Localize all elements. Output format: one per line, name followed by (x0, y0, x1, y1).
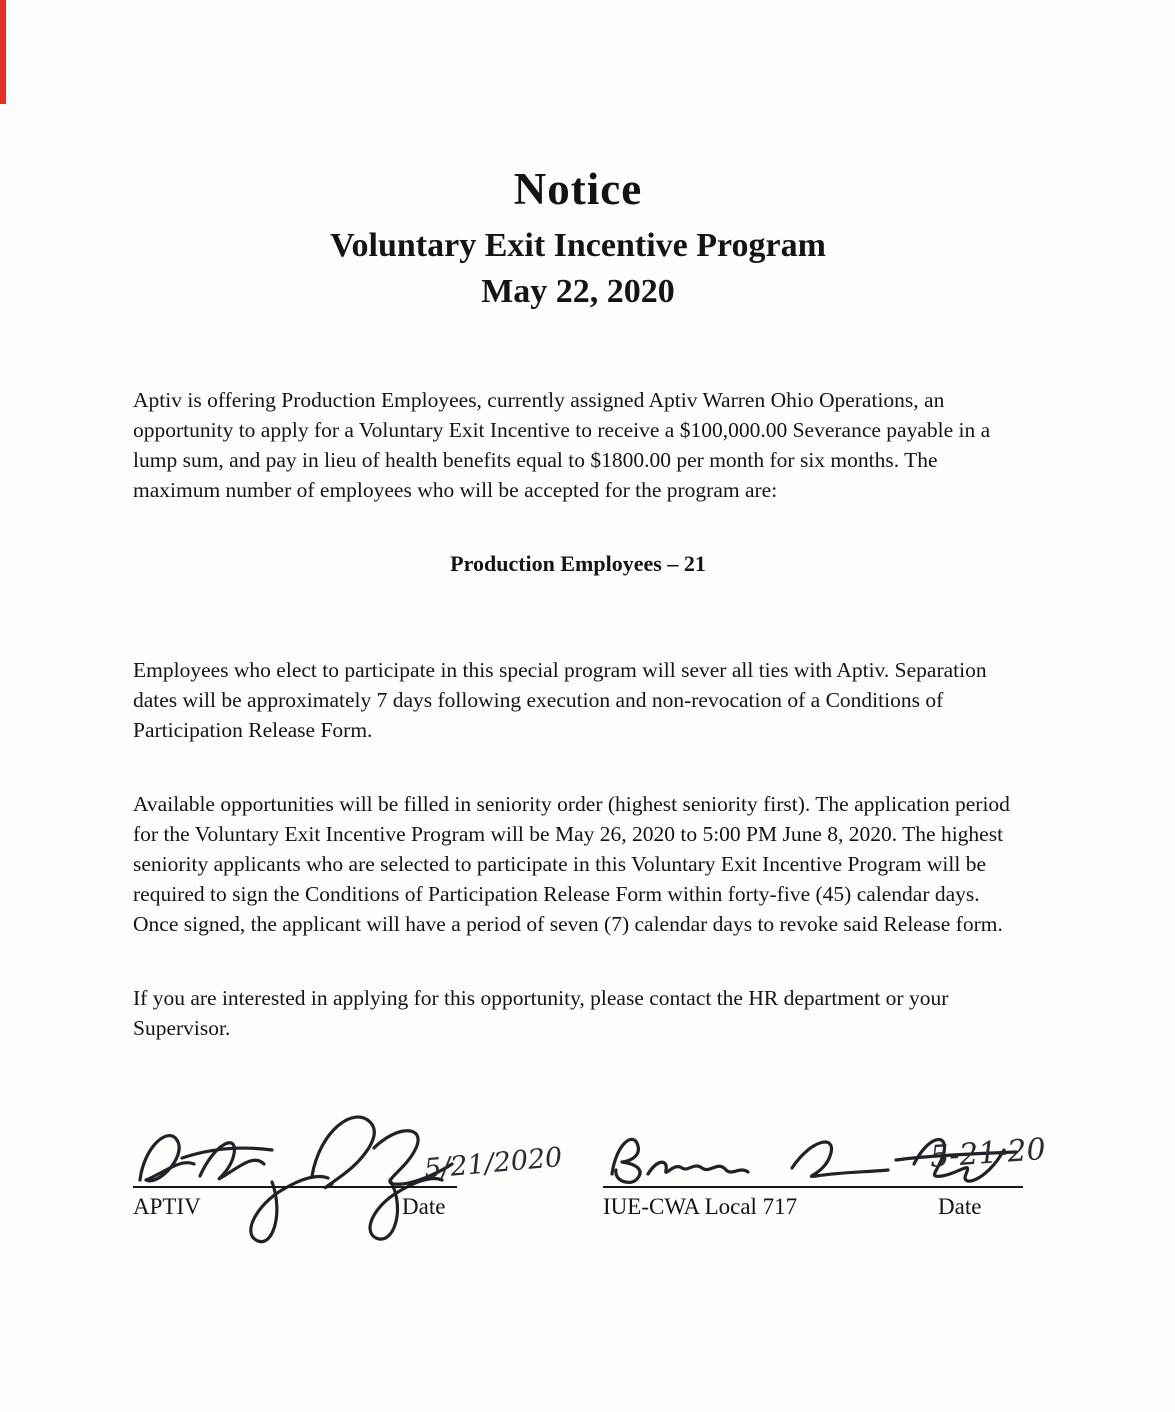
union-signature-line (603, 1186, 1023, 1188)
paragraph-participation: Employees who elect to participate in this special program will sever all ties with Aptiv. Separation dates will be approximately 7 days following execution and non-revocation of a Conditions of Participation Release Form. (133, 658, 987, 742)
paragraph-intro: Aptiv is offering Production Employees, currently assigned Aptiv Warren Ohio Operations, an opportunity to apply for a Voluntary Exit Incentive to receive a $100,000.00 Severance payable in a lump sum, and pay in lieu of health benefits equal to $1800.00 per month for six months. The maximum number of employees who will be accepted for the program are: (133, 388, 991, 502)
document-date: May 22, 2020 (481, 273, 675, 310)
title-block (133, 163, 1023, 311)
paragraph-contact-hr: If you are interested in applying for this opportunity, please contact the HR department or your Supervisor. (133, 986, 949, 1040)
document-title: Notice (513, 164, 643, 214)
paragraph-application-period: Available opportunities will be filled in seniority order (highest seniority first). The application period for the Voluntary Exit Incentive Program will be May 26, 2020 to 5:00 PM June 8, 2020. The highest seniority applicants who are selected to participate in this Voluntary Exit Incentive Program will be required to sign the Conditions of Participation Release Form within forty-five (45) calendar days. Once signed, the applicant will have a period of seven (7) calendar days to revoke said Release form. (133, 792, 1010, 936)
union-handwritten-date: 5-21-20 (928, 1132, 1047, 1175)
heading-production-employees: Production Employees – 21 (450, 551, 706, 576)
aptiv-handwritten-date: 5/21/2020 (422, 1142, 564, 1185)
document-content (133, 0, 1023, 1043)
document-subtitle: Voluntary Exit Incentive Program (330, 227, 826, 264)
aptiv-signature-line (133, 1186, 457, 1188)
union-label: IUE-CWA Local 717 (603, 1194, 798, 1219)
aptiv-label: APTIV (133, 1194, 201, 1219)
scan-edge-artifact (0, 0, 6, 104)
aptiv-date-label: Date (402, 1194, 446, 1219)
union-date-label: Date (938, 1194, 982, 1219)
